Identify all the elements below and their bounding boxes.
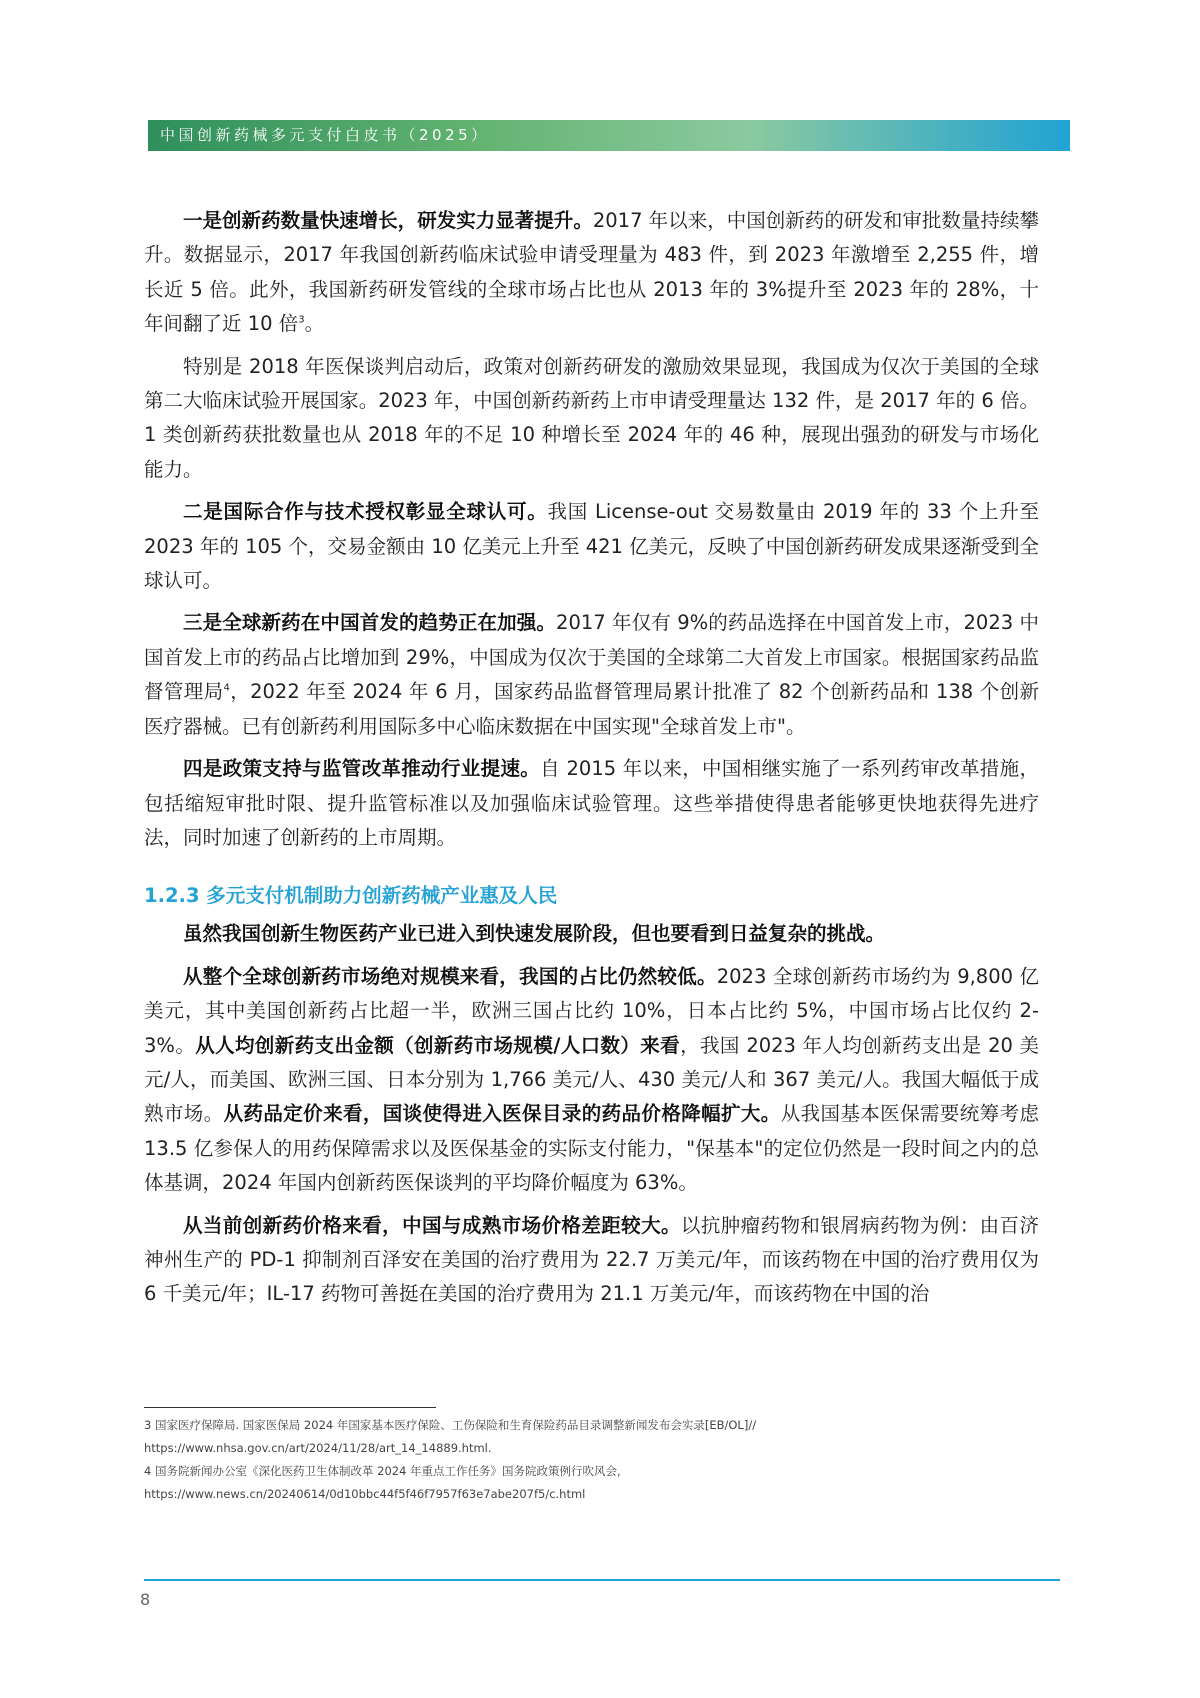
footnote-ref-3: 3 — [298, 314, 305, 326]
paragraph-6-lead-1: 从整个全球创新药市场绝对规模来看，我国的占比仍然较低。 — [183, 964, 717, 988]
paragraph-6-lead-3: 从药品定价来看，国谈使得进入医保目录的药品价格降幅扩大。 — [223, 1102, 781, 1126]
footnote-3-link[interactable]: https://www.nhsa.gov.cn/art/2024/11/28/art_14_14889.html. — [144, 1441, 492, 1455]
paragraph-2 — [144, 350, 1039, 488]
footnote-4: 4 国务院新闻办公室《深化医药卫生体制改革 2024 年重点工作任务》国务院政策例行吹风会, — [144, 1464, 621, 1478]
paragraph-6-text-1: 2023 全球创新药市场约为 9,800 亿美元，其中美国创新药占比超一半，欧洲三国占比约 10%，日本占比约 5%，中国市场占比仅约 2-3%。 — [144, 964, 1039, 1057]
paragraph-1-end: 。 — [304, 312, 325, 336]
paragraph-2-text: 特别是 2018 年医保谈判启动后，政策对创新药研发的激励效果显现，我国成为仅次于美国的全球第二大临床试验开展国家。2023 年，中国创新药新药上市申请受理量达 132 件，是 2017 年的 6 倍。1 类创新药获批数量也从 2018 年的不足 10 种增长至 2024 年的 46 种，展现出强劲的研发与市场化能力。 — [144, 354, 1039, 481]
header-title: 中国创新药械多元支付白皮书（2025） — [160, 126, 490, 144]
paragraph-1-text: 2017 年以来，中国创新药的研发和审批数量持续攀升。数据显示，2017 年我国创新药临床试验申请受理量为 483 件，到 2023 年激增至 2,255 件，增长近 5 倍。此外，我国新药研发管线的全球市场占比也从 2013 年的 3%提升至 2023 年的 28%，十年间翻了近 10 倍 — [144, 209, 1039, 336]
paragraph-5 — [144, 752, 1039, 855]
paragraph-4-text-b: ，2022 年至 2024 年 6 月，国家药品监督管理局累计批准了 82 个创新药品和 138 个创新医疗器械。已有创新药利用国际多中心临床数据在中国实现"全球首发上市"。 — [144, 680, 1039, 738]
paragraph-7-text: 以抗肿瘤药物和银屑病药物为例：由百济神州生产的 PD-1 抑制剂百泽安在美国的治疗费用为 22.7 万美元/年，而该药物在中国的治疗费用仅为 6 千美元/年；IL-17 药物可善挺在美国的治疗费用为 21.1 万美元/年，而该药物在中国的治 — [144, 1213, 1039, 1306]
paragraph-1 — [144, 204, 1039, 342]
page-number: 8 — [140, 1590, 151, 1609]
paragraph-6-lead-2: 从人均创新药支出金额（创新药市场规模/人口数）来看 — [195, 1033, 681, 1057]
paragraph-5-lead: 四是政策支持与监管改革推动行业提速。 — [183, 757, 541, 781]
section-heading: 1.2.3 多元支付机制助力创新药械产业惠及人民 — [144, 884, 558, 908]
paragraph-6-text-3: 从我国基本医保需要统筹考虑 13.5 亿参保人的用药保障需求以及医保基金的实际支付能力，"保基本"的定位仍然是一段时间之内的总体基调，2024 年国内创新药医保谈判的平均降价幅度为 63%。 — [144, 1102, 1039, 1195]
section-intro: 虽然我国创新生物医药产业已进入到快速发展阶段，但也要看到日益复杂的挑战。 — [183, 922, 886, 946]
paragraph-3-text: 我国 License-out 交易数量由 2019 年的 33 个上升至 2023 年的 105 个，交易金额由 10 亿美元上升至 421 亿美元，反映了中国创新药研发成果逐渐受到全球认可。 — [144, 500, 1039, 593]
paragraph-4-text-a: 2017 年仅有 9%的药品选择在中国首发上市，2023 中国首发上市的药品占比增加到 29%，中国成为仅次于美国的全球第二大首发上市国家。根据国家药品监督管理局 — [144, 611, 1039, 704]
footnotes — [144, 1414, 1044, 1506]
paragraph-6-text-2: ，我国 2023 年人均创新药支出是 20 美元/人，而美国、欧洲三国、日本分别为 1,766 美元/人、430 美元/人和 367 美元/人。我国大幅低于成熟市场。 — [144, 1033, 1040, 1126]
paragraph-7 — [144, 1209, 1039, 1312]
paragraph-5-text: 自 2015 年以来，中国相继实施了一系列药审改革措施，包括缩短审批时限、提升监管标准以及加强临床试验管理。这些举措使得患者能够更快地获得先进疗法，同时加速了创新药的上市周期。 — [144, 757, 1039, 849]
paragraph-7-lead: 从当前创新药价格来看，中国与成熟市场价格差距较大。 — [183, 1213, 681, 1237]
paragraph-6 — [144, 960, 1039, 1201]
paragraph-3 — [144, 495, 1039, 598]
footnote-3: 3 国家医疗保障局. 国家医保局 2024 年国家基本医疗保险、工伤保险和生育保险药品目录调整新闻发布会实录[EB/OL]// — [144, 1418, 757, 1432]
paragraph-4-lead: 三是全球新药在中国首发的趋势正在加强。 — [183, 611, 557, 635]
paragraph-4 — [144, 606, 1039, 744]
paragraph-1-lead: 一是创新药数量快速增长，研发实力显著提升。 — [183, 209, 593, 232]
footnote-4-link[interactable]: https://www.news.cn/20240614/0d10bbc44f5f46f7957f63e7abe207f5/c.html — [144, 1487, 586, 1501]
footnote-ref-4: 4 — [223, 682, 230, 694]
footnote-divider — [144, 1407, 436, 1408]
body-text — [144, 204, 1039, 1320]
paragraph-3-lead: 二是国际合作与技术授权彰显全球认可。 — [183, 500, 548, 524]
page-bottom-divider — [144, 1579, 1060, 1581]
